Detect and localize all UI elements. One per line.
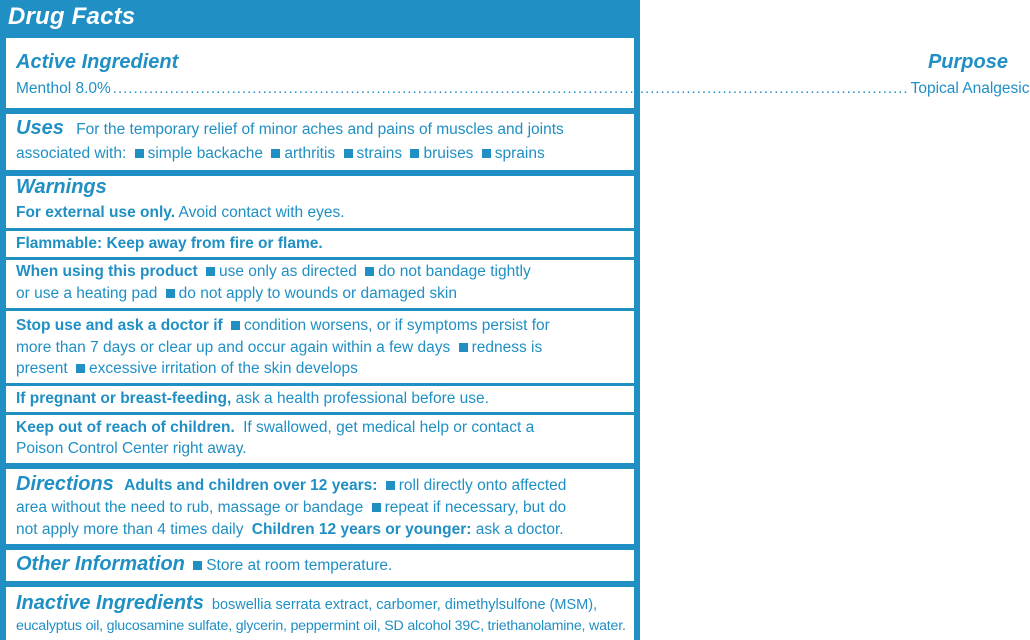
warning-external — [16, 203, 345, 223]
warning-stop-text: present — [16, 360, 68, 377]
uses-item: simple backache — [147, 145, 264, 162]
bullet-icon — [271, 149, 280, 158]
directions-line-2 — [16, 498, 566, 518]
warning-stop-line-2 — [16, 338, 542, 358]
inactive-line-2: eucalyptus oil, glucosamine sulfate, glycerin, peppermint oil, SD alcohol 39C, triethanolamine, water. — [16, 618, 626, 634]
divider — [6, 412, 634, 415]
warning-stop-text: redness is — [471, 339, 543, 356]
bullet-icon — [76, 364, 85, 373]
directions-text: not apply more than 4 times daily — [16, 521, 244, 538]
bullet-icon — [482, 149, 491, 158]
divider — [6, 383, 634, 386]
bullet-icon — [166, 289, 175, 298]
warning-pregnant-text: ask a health professional before use. — [235, 390, 489, 407]
warning-using-item: or use a heating pad — [16, 285, 158, 302]
leader-dots: .......................................................................................................................................................... — [112, 80, 909, 97]
directions-text: roll directly onto affected — [398, 477, 567, 494]
uses-heading: Uses — [16, 117, 64, 139]
drug-facts-header — [0, 0, 640, 38]
other-information-heading: Other Information — [16, 553, 185, 575]
warning-stop-line-1 — [16, 316, 550, 336]
uses-item: sprains — [494, 145, 545, 162]
warning-external-text: Avoid contact with eyes. — [178, 204, 345, 221]
warnings-heading: Warnings — [16, 176, 107, 198]
warning-children-line-2: Poison Control Center right away. — [16, 440, 247, 457]
divider — [6, 581, 634, 587]
directions-children-bold: Children 12 years or younger: — [251, 521, 472, 538]
bullet-icon — [386, 481, 395, 490]
inactive-line-1 — [16, 593, 597, 615]
ingredient-purpose: Topical Analgesic — [910, 80, 1030, 97]
warning-pregnant — [16, 389, 489, 409]
directions-children-text: ask a doctor. — [475, 521, 564, 538]
bullet-icon — [206, 267, 215, 276]
directions-text: repeat if necessary, but do — [384, 499, 567, 516]
warning-using-line-1 — [16, 262, 531, 282]
warning-children-text: If swallowed, get medical help or contact a — [243, 419, 535, 436]
warning-using-line-2 — [16, 284, 457, 304]
bullet-icon — [135, 149, 144, 158]
ingredient-name: Menthol 8.0% — [16, 80, 111, 97]
directions-line-3 — [16, 520, 564, 540]
warning-using-item: use only as directed — [219, 263, 357, 280]
uses-text: For the temporary relief of minor aches and pains of muscles and joints — [76, 121, 564, 138]
drug-facts-title: Drug Facts — [8, 3, 136, 30]
warning-children-bold: Keep out of reach of children. — [16, 419, 235, 436]
divider — [6, 308, 634, 311]
directions-heading: Directions — [16, 473, 114, 495]
bullet-icon — [193, 561, 202, 570]
uses-line-1 — [16, 118, 564, 140]
divider — [6, 544, 634, 550]
warning-stop-text: more than 7 days or clear up and occur again within a few days — [16, 339, 451, 356]
warning-using-item: do not apply to wounds or damaged skin — [178, 285, 457, 302]
bullet-icon — [365, 267, 374, 276]
warning-stop-text: condition worsens, or if symptoms persist for — [244, 317, 550, 334]
warning-flammable: Flammable: Keep away from fire or flame. — [16, 235, 323, 252]
divider — [6, 257, 634, 260]
warning-using-item: do not bandage tightly — [378, 263, 531, 280]
uses-line-2 — [16, 144, 545, 164]
bullet-icon — [344, 149, 353, 158]
purpose-heading: Purpose — [927, 51, 1008, 73]
uses-item: strains — [356, 145, 403, 162]
bullet-icon — [372, 503, 381, 512]
warning-pregnant-bold: If pregnant or breast-feeding, — [16, 390, 232, 407]
directions-line-1 — [16, 474, 566, 496]
uses-item: arthritis — [284, 145, 336, 162]
inactive-ingredients-heading: Inactive Ingredients — [16, 592, 204, 614]
inactive-ingredients-text: boswellia serrata extract, carbomer, dimethylsulfone (MSM), — [211, 597, 598, 613]
warning-stop-text: excessive irritation of the skin develops — [89, 360, 358, 377]
warning-stop-line-3 — [16, 359, 358, 379]
bullet-icon — [410, 149, 419, 158]
other-information — [16, 554, 392, 576]
uses-item: bruises — [423, 145, 474, 162]
divider — [6, 463, 634, 469]
other-information-item: Store at room temperature. — [206, 557, 393, 574]
warning-external-bold: For external use only. — [16, 204, 176, 221]
warning-children-line-1 — [16, 418, 534, 438]
uses-associated-label: associated with: — [16, 145, 127, 162]
directions-adults-bold: Adults and children over 12 years: — [124, 477, 378, 494]
active-ingredient-heading: Active Ingredient — [16, 51, 179, 73]
directions-text: area without the need to rub, massage or bandage — [16, 499, 364, 516]
active-ingredient-row — [16, 80, 1030, 98]
divider — [6, 108, 634, 114]
bullet-icon — [459, 343, 468, 352]
divider — [6, 228, 634, 231]
bullet-icon — [231, 321, 240, 330]
warning-stop-bold: Stop use and ask a doctor if — [16, 317, 223, 334]
warning-using-bold: When using this product — [16, 263, 198, 280]
